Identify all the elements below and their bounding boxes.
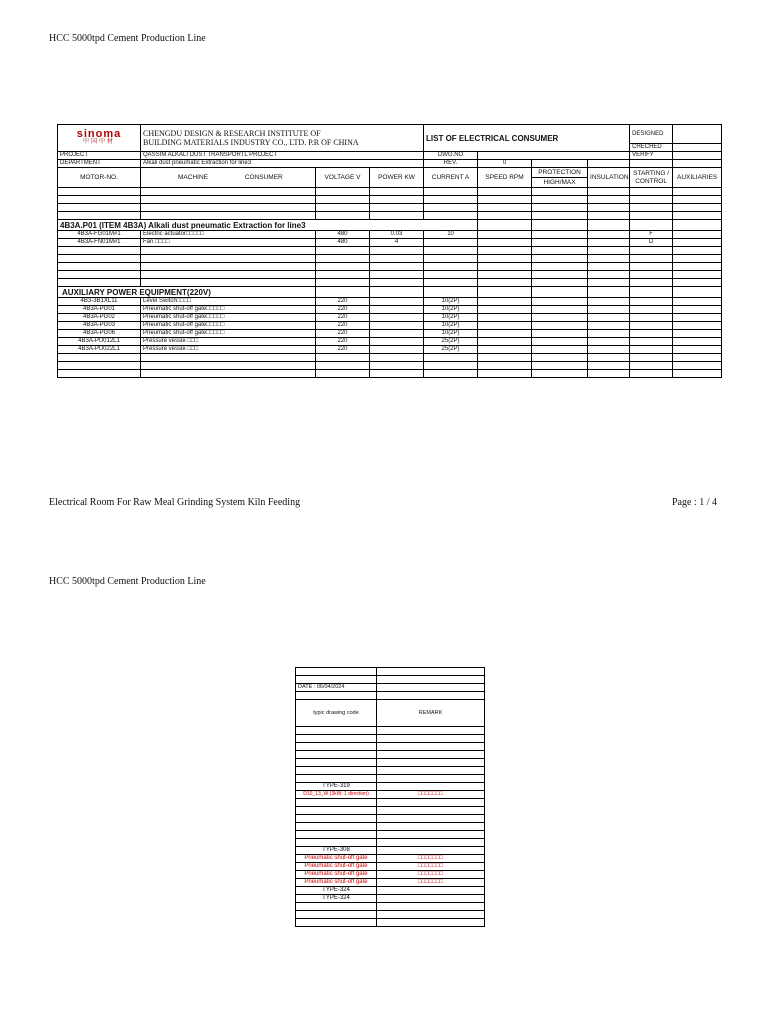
current-value: 10 <box>424 231 478 239</box>
current-value: 10(2P) <box>424 322 478 330</box>
table-row <box>58 231 722 239</box>
type-324: TYPE-324 <box>296 895 377 903</box>
project-label: PROJECT <box>58 152 141 160</box>
machine-name: Pneumatic shut-off gate□□□□□ <box>141 306 316 314</box>
current-value: 10(2P) <box>424 306 478 314</box>
col-machine-consumer: MACHINE CONSUMER <box>141 168 316 188</box>
page1-footer-title: Electrical Room For Raw Meal Grinding System Kiln Feeding <box>49 497 301 508</box>
page-number: Page : 1 / 4 <box>672 497 717 508</box>
table-row <box>58 338 722 346</box>
type-324: TYPE-324 <box>296 887 377 895</box>
d10-remark: □□□□□□□ <box>377 791 485 799</box>
col-typic-drawing-code: typic drawing code <box>296 700 377 727</box>
machine-name: Electric actuator□□□□□ <box>141 231 316 239</box>
voltage-value: 480 <box>316 239 370 247</box>
power-value: 4 <box>370 239 424 247</box>
list-item <box>296 863 485 871</box>
gate-code: Pneumatic shut-off gate <box>296 879 377 887</box>
gate-remark: □□□□□□□ <box>377 871 485 879</box>
current-value: 25(2P) <box>424 338 478 346</box>
col-motor-no: MOTOR-NO. <box>58 168 141 188</box>
gate-remark: □□□□□□□ <box>377 855 485 863</box>
table-row <box>58 330 722 338</box>
institute-name: CHENGDU DESIGN & RESEARCH INSTITUTE OF BUILDING MATERIALS INDUSTRY CO., LTD. P.R OF CHINA <box>141 125 424 152</box>
page2-header: HCC 5000tpd Cement Production Line <box>49 576 206 587</box>
current-value: 10(2P) <box>424 314 478 322</box>
checked-label: CHECHED <box>630 144 673 152</box>
motor-no: 4B3A-PG06 <box>58 330 141 338</box>
col-speed: SPEED RPM <box>478 168 532 188</box>
motor-no: 4B3A-PG03 <box>58 322 141 330</box>
dwg-no-label: DWG.NO <box>424 152 478 160</box>
table-row <box>58 314 722 322</box>
date-stamp: DATE : 06/04/2024 <box>296 684 377 692</box>
motor-no: 4B3A-FN01M#1 <box>58 239 141 247</box>
voltage-value: 220 <box>316 306 370 314</box>
voltage-value: 480 <box>316 231 370 239</box>
typical-drawing-table <box>295 667 485 927</box>
designed-label: DESIGNED <box>630 125 673 144</box>
table-row <box>58 298 722 306</box>
current-value <box>424 239 478 247</box>
machine-name: Pressure vessle □□□ <box>141 346 316 354</box>
machine-name: Pressure vessle □□□ <box>141 338 316 346</box>
gate-remark: □□□□□□□ <box>377 879 485 887</box>
type-308: TYPE-308 <box>296 847 377 855</box>
rev-value: 0 <box>478 160 532 168</box>
col-voltage: VOLTAGE V <box>316 168 370 188</box>
machine-name: Fan □□□□ <box>141 239 316 247</box>
voltage-value: 220 <box>316 314 370 322</box>
document-title: LIST OF ELECTRICAL CONSUMER <box>424 125 630 152</box>
col-starting-control: STARTING / CONTROL <box>630 168 673 188</box>
department-label: DEPARTMENT <box>58 160 141 168</box>
col-auxiliaries: AUXILIARIES <box>673 168 722 188</box>
machine-name: Pneumatic shut-off gate□□□□□ <box>141 314 316 322</box>
electrical-consumer-table <box>57 124 722 378</box>
section-title-auxiliary-power: AUXILIARY POWER EQUIPMENT(220V) <box>58 287 316 298</box>
col-highmax: HIGH/MAX <box>532 178 588 188</box>
page1-header: HCC 5000tpd Cement Production Line <box>49 33 206 44</box>
voltage-value: 220 <box>316 346 370 354</box>
motor-no: 4B3A-PG01 <box>58 306 141 314</box>
gate-code: Pneumatic shut-off gate <box>296 855 377 863</box>
machine-name: Level Switch□□□□ <box>141 298 316 306</box>
current-value: 10(2P) <box>424 330 478 338</box>
rev-label: REV. <box>424 160 478 168</box>
gate-remark: □□□□□□□ <box>377 863 485 871</box>
voltage-value: 220 <box>316 322 370 330</box>
verify-label: VERIFY <box>630 152 673 160</box>
motor-no: 4B3A-PG02 <box>58 314 141 322</box>
d10-code: D10_13_W (3kW; 1 direction) <box>296 791 377 799</box>
table-row <box>58 306 722 314</box>
current-value: 10(2P) <box>424 298 478 306</box>
list-item <box>296 879 485 887</box>
col-insulation: INSULATION <box>588 168 630 188</box>
table-row <box>58 322 722 330</box>
motor-no: 4B3A-FG01M#1 <box>58 231 141 239</box>
gate-code: Pneumatic shut-off gate <box>296 871 377 879</box>
col-remark: REMARK <box>377 700 485 727</box>
sinoma-logo: sinoma 中国中材 <box>58 125 141 152</box>
voltage-value: 220 <box>316 338 370 346</box>
power-value: 0.03 <box>370 231 424 239</box>
col-power: POWER KW <box>370 168 424 188</box>
col-current: CURRENT A <box>424 168 478 188</box>
voltage-value: 220 <box>316 330 370 338</box>
type-319: TYPE-319 <box>296 783 377 791</box>
motor-no: 4B3A-PU022L1 <box>58 346 141 354</box>
list-item <box>296 855 485 863</box>
voltage-value: 220 <box>316 298 370 306</box>
department-value: Alkali dust pneumatic Extraction for line3 <box>141 160 424 168</box>
col-protection: PROTECTION <box>532 168 588 178</box>
motor-no: 4B3-3B1XL11 <box>58 298 141 306</box>
gate-code: Pneumatic shut-off gate <box>296 863 377 871</box>
table-row <box>58 346 722 354</box>
section-title-pneumatic-extraction: 4B3A.P01 (ITEM 4B3A) Alkali dust pneumatic Extraction for line3 <box>58 220 424 231</box>
table-row <box>58 239 722 247</box>
machine-name: Pneumatic shut-off gate□□□□□ <box>141 330 316 338</box>
current-value: 25(2P) <box>424 346 478 354</box>
list-item <box>296 871 485 879</box>
starting-value: D <box>630 239 673 247</box>
project-value: QASSIM ALKALI DUST TRANSPORTL PROJECT <box>141 152 424 160</box>
motor-no: 4B3A-PU012L1 <box>58 338 141 346</box>
machine-name: Pneumatic shut-off gate□□□□□ <box>141 322 316 330</box>
starting-value: F <box>630 231 673 239</box>
